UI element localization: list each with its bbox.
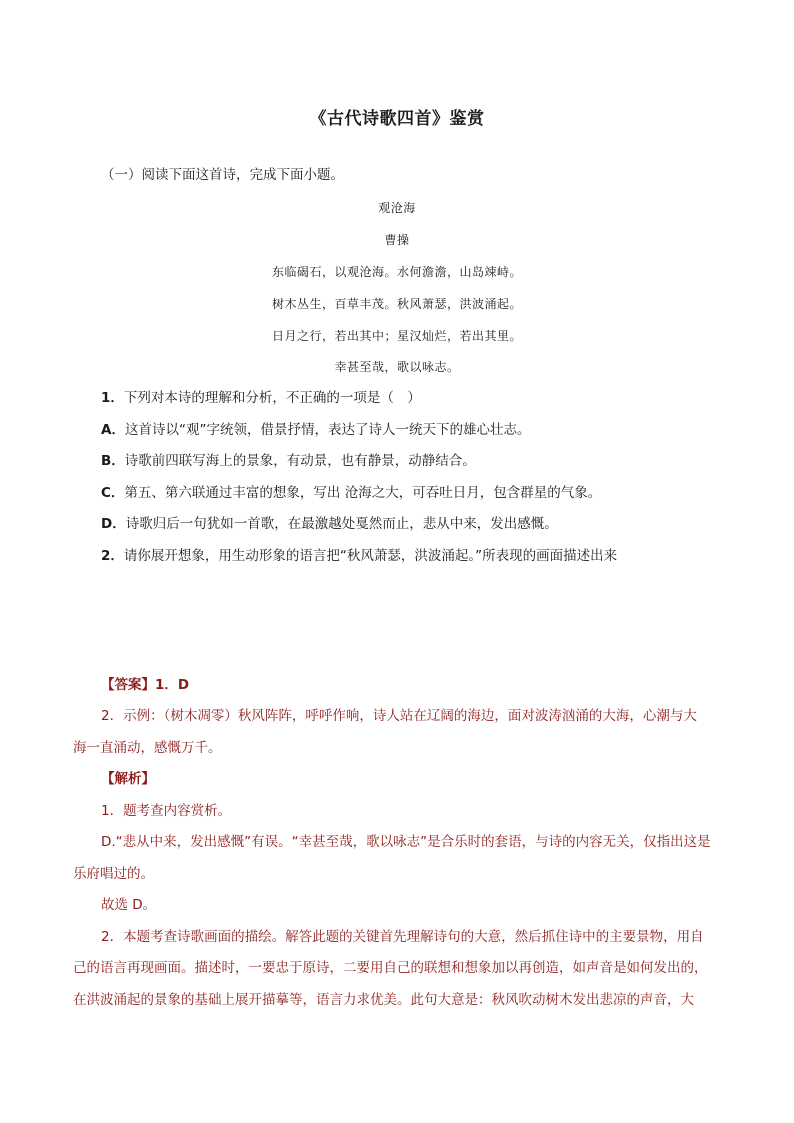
answer-label: 【答案】 bbox=[101, 677, 155, 693]
option-text: 第五、第六联通过丰富的想象，写出 沧海之大，可吞吐日月，包含群星的气象。 bbox=[124, 485, 602, 501]
poem-line: 树木丛生，百草丰茂。秋风萧瑟，洪波涌起。 bbox=[271, 297, 522, 311]
option-c bbox=[101, 483, 601, 503]
answer-2-line: 海一直涌动，感慨万千。 bbox=[73, 740, 222, 756]
analysis-paragraph: 己的语言再现画面。描述时，一要忠于原诗，二要用自己的联想和想象加以再创造，如声音是如何发出的， bbox=[73, 960, 708, 976]
option-label: B． bbox=[101, 453, 125, 469]
question-1 bbox=[101, 388, 421, 408]
poem-line: 幸甚至哉，歌以咏志。 bbox=[334, 360, 460, 374]
poem-author: 曹操 bbox=[384, 233, 410, 247]
option-text: 这首诗以“观”字统领，借景抒情，表达了诗人一统天下的雄心壮志。 bbox=[124, 422, 531, 438]
option-label: C． bbox=[101, 485, 125, 501]
analysis-paragraph: 2．本题考查诗歌画面的描绘。解答此题的关键首先理解诗句的大意，然后抓住诗中的主要景物，用自 bbox=[101, 929, 704, 945]
poem-line: 日月之行，若出其中；星汉灿烂，若出其里。 bbox=[271, 329, 522, 343]
question-text: 下列对本诗的理解和分析，不正确的一项是（ ） bbox=[123, 390, 421, 406]
option-a bbox=[101, 420, 530, 440]
poem-title: 观沧海 bbox=[378, 201, 416, 215]
analysis-paragraph: 1．题考查内容赏析。 bbox=[101, 803, 232, 819]
question-text: 请你展开想象，用生动形象的语言把“秋风萧瑟，洪波涌起。”所表现的画面描述出来 bbox=[123, 548, 618, 564]
analysis-paragraph: 在洪波涌起的景象的基础上展开描摹等，语言力求优美。此句大意是：秋风吹动树木发出悲凉的声音，大 bbox=[73, 992, 694, 1008]
option-label: A． bbox=[101, 422, 125, 438]
option-label: D． bbox=[101, 516, 126, 532]
answer-2-line: 2．示例：（树木凋零）秋风阵阵，呼呼作响，诗人站在辽阔的海边，面对波涛汹涌的大海，心潮与大 bbox=[101, 708, 697, 724]
question-number: 2． bbox=[101, 548, 124, 564]
analysis-paragraph: D.“悲从中来，发出感慨”有误。“幸甚至哉，歌以咏志”是合乐时的套语，与诗的内容无关，仅指出这是 bbox=[101, 834, 711, 850]
analysis-label: 【解析】 bbox=[101, 771, 155, 787]
option-text: 诗歌归后一句犹如一首歌，在最激越处戛然而止，悲从中来，发出感慨。 bbox=[125, 516, 558, 532]
document-title: 《古代诗歌四首》鉴赏 bbox=[309, 109, 485, 129]
answer-1: 1．D bbox=[155, 677, 190, 693]
question-number: 1． bbox=[101, 390, 124, 406]
analysis-paragraph: 故选 D。 bbox=[101, 897, 157, 913]
answer-section bbox=[101, 675, 189, 695]
option-d bbox=[101, 514, 558, 534]
question-2 bbox=[101, 546, 617, 566]
poem-line: 东临碣石，以观沧海。水何澹澹，山岛竦峙。 bbox=[271, 265, 522, 279]
option-text: 诗歌前四联写海上的景象，有动景，也有静景，动静结合。 bbox=[124, 453, 476, 469]
option-b bbox=[101, 451, 476, 471]
section-intro: （一）阅读下面这首诗，完成下面小题。 bbox=[101, 167, 344, 183]
analysis-paragraph: 乐府唱过的。 bbox=[73, 866, 154, 882]
